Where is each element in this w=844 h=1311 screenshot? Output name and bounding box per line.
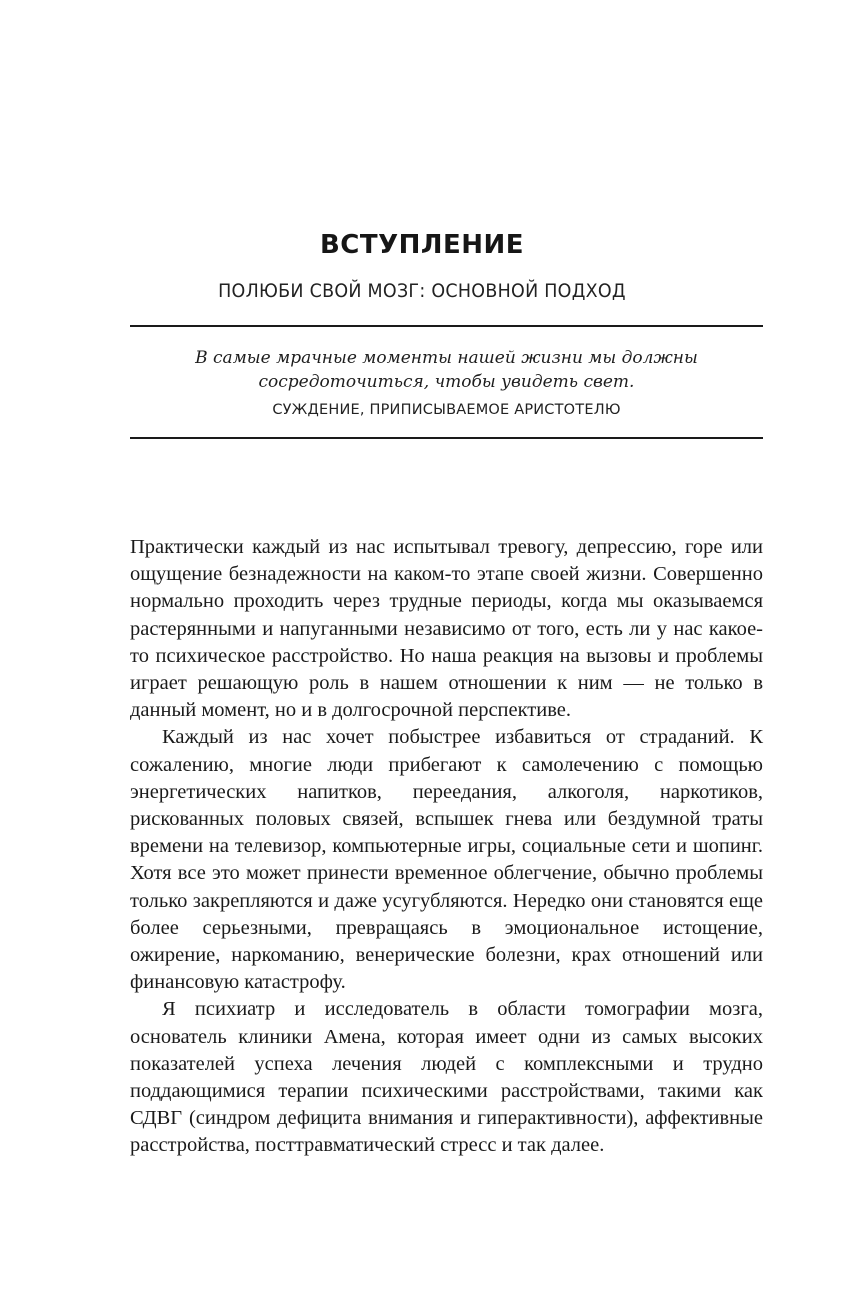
paragraph-2: Каждый из нас хочет побыстрее избавиться от страданий. К сожалению, многие люди прибегают к самолечению с помощью энергетических напитков, переедания, алкоголя, наркотиков, рискованных половых связей, вспышек гнева или бездумной траты времени на телевизор, компьютерные игры, социальные сети и шопинг. Хотя все это может принести временное облегчение, обычно проблемы только закрепляются и даже усугубляются. Нередко они становятся еще более серьезными, превращаясь в эмоциональное истощение, ожирение, наркоманию, венерические болезни, крах отношений или финансовую катастрофу. [130, 726, 763, 994]
epigraph-line-2: сосредоточиться, чтобы увидеть свет. [258, 372, 635, 392]
chapter-subtitle: ПОЛЮБИ СВОЙ МОЗГ: ОСНОВНОЙ ПОДХОД [218, 280, 626, 302]
body-text [130, 534, 763, 1160]
epigraph-bottom-rule [130, 437, 763, 439]
chapter-title: ВСТУПЛЕНИЕ [319, 230, 525, 260]
paragraph-3: Я психиатр и исследователь в области томографии мозга, основатель клиники Амена, которая имеет одни из самых высоких показателей успеха лечения людей с комплексными и трудно поддающимися терапии психическими расстройствами, такими как СДВГ (синдром дефицита внимания и гиперактивности), аффективные расстройства, посттравматический стресс и так далее. [130, 998, 763, 1157]
epigraph-quote [130, 346, 763, 394]
epigraph-top-rule [130, 325, 763, 327]
epigraph-attribution: СУЖДЕНИЕ, ПРИПИСЫВАЕМОЕ АРИСТОТЕЛЮ [272, 402, 621, 418]
epigraph-line-1: В самые мрачные моменты нашей жизни мы должны [195, 348, 698, 368]
paragraph-1: Практически каждый из нас испытывал тревогу, депрессию, горе или ощущение безнадежности на каком-то этапе своей жизни. Совершенно нормально проходить через трудные периоды, когда мы оказываемся растерянными и напуганными независимо от того, есть ли у нас какое-то психическое расстройство. Но наша реакция на вызовы и проблемы играет решающую роль в нашем отношении к ним — не только в данный момент, но и в долгосрочной перспективе. [130, 536, 763, 722]
